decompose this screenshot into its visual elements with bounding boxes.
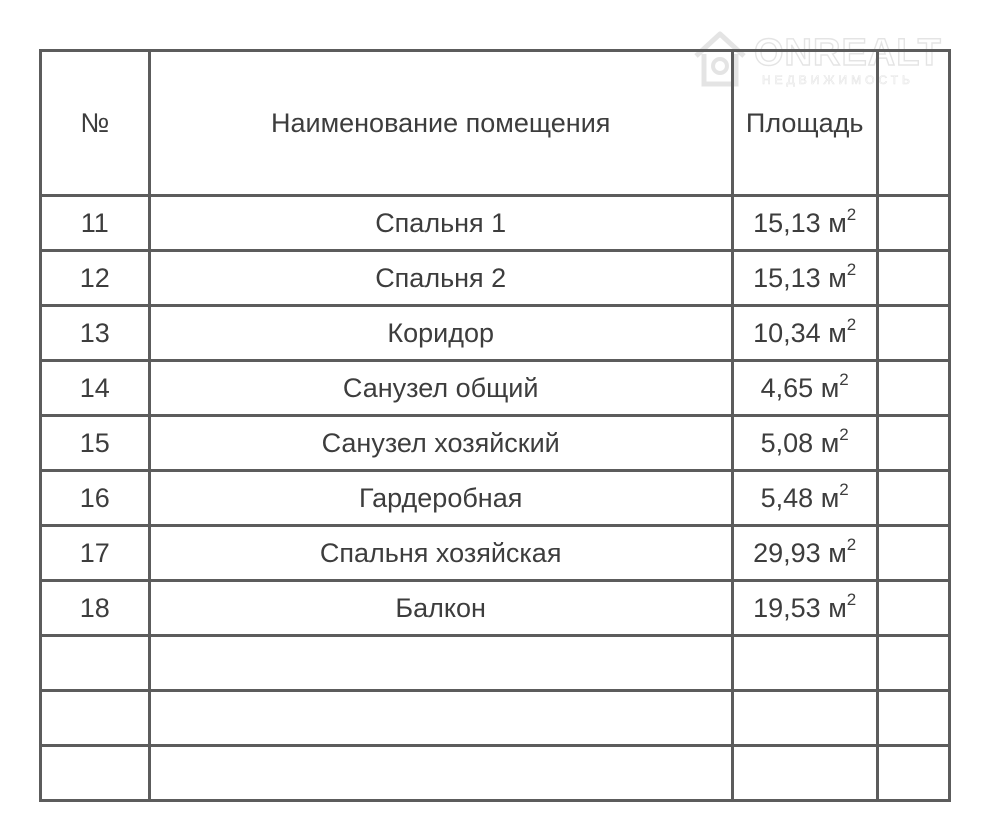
room-area (732, 361, 877, 416)
room-area-value: 15,13 (753, 263, 821, 293)
watermark-brand: ONREALT (754, 32, 942, 74)
area-unit: м (820, 373, 840, 403)
table-body (41, 196, 950, 801)
table-row (41, 361, 950, 416)
table-row (41, 471, 950, 526)
empty-cell (149, 636, 732, 691)
blank-cell (877, 361, 949, 416)
blank-cell (877, 581, 949, 636)
table-row (41, 416, 950, 471)
area-unit: м (828, 318, 847, 348)
room-area (732, 196, 877, 251)
table-header-row (41, 51, 950, 196)
empty-cell (877, 691, 949, 746)
room-area-value: 5,48 (760, 483, 814, 513)
table-row (41, 306, 950, 361)
room-number: 11 (41, 196, 150, 251)
room-number: 12 (41, 251, 150, 306)
empty-cell (149, 691, 732, 746)
empty-cell (41, 691, 150, 746)
area-unit-power: 2 (839, 480, 849, 499)
blank-cell (877, 471, 949, 526)
area-unit: м (828, 538, 847, 568)
empty-cell (41, 636, 150, 691)
table-row (41, 581, 950, 636)
room-number: 14 (41, 361, 150, 416)
area-unit: м (828, 593, 847, 623)
empty-cell (732, 636, 877, 691)
room-area-value: 15,13 (753, 208, 821, 238)
room-name: Балкон (149, 581, 732, 636)
table-row (41, 526, 950, 581)
room-area-value: 5,08 (760, 428, 814, 458)
header-number: № (41, 51, 150, 196)
empty-cell (877, 746, 949, 801)
room-number: 17 (41, 526, 150, 581)
room-name: Санузел хозяйский (149, 416, 732, 471)
empty-table-row (41, 636, 950, 691)
room-area (732, 581, 877, 636)
blank-cell (877, 196, 949, 251)
room-area-value: 19,53 (753, 593, 821, 623)
empty-table-row (41, 746, 950, 801)
area-unit: м (820, 428, 840, 458)
empty-cell (877, 636, 949, 691)
room-number: 16 (41, 471, 150, 526)
room-area (732, 251, 877, 306)
room-name: Коридор (149, 306, 732, 361)
room-name: Санузел общий (149, 361, 732, 416)
room-area (732, 306, 877, 361)
blank-cell (877, 526, 949, 581)
area-unit-power: 2 (839, 370, 849, 389)
room-area (732, 416, 877, 471)
watermark-subtitle: НЕДВИЖИМОСТЬ (762, 73, 914, 87)
room-area-value: 29,93 (753, 538, 821, 568)
room-name: Спальня 1 (149, 196, 732, 251)
empty-cell (149, 746, 732, 801)
blank-cell (877, 416, 949, 471)
table-row (41, 251, 950, 306)
empty-cell (732, 691, 877, 746)
room-name: Гардеробная (149, 471, 732, 526)
area-unit: м (828, 208, 847, 238)
header-name: Наименование помещения (149, 51, 732, 196)
blank-cell (877, 306, 949, 361)
room-area-value: 10,34 (753, 318, 821, 348)
empty-cell (41, 746, 150, 801)
empty-cell (732, 746, 877, 801)
area-unit: м (828, 263, 847, 293)
room-area-value: 4,65 (760, 373, 814, 403)
empty-table-row (41, 691, 950, 746)
rooms-table (39, 49, 951, 802)
area-unit: м (820, 483, 840, 513)
room-number: 15 (41, 416, 150, 471)
area-unit-power: 2 (846, 590, 857, 609)
table-row (41, 196, 950, 251)
blank-cell (877, 251, 949, 306)
area-unit-power: 2 (839, 425, 849, 444)
room-number: 13 (41, 306, 150, 361)
area-unit-power: 2 (846, 205, 857, 224)
header-extra (877, 51, 949, 196)
area-unit-power: 2 (846, 535, 857, 554)
room-area (732, 526, 877, 581)
room-name: Спальня 2 (149, 251, 732, 306)
room-area (732, 471, 877, 526)
area-unit-power: 2 (846, 315, 857, 334)
room-number: 18 (41, 581, 150, 636)
room-name: Спальня хозяйская (149, 526, 732, 581)
area-unit-power: 2 (846, 260, 857, 279)
header-area: Площадь (732, 51, 877, 196)
